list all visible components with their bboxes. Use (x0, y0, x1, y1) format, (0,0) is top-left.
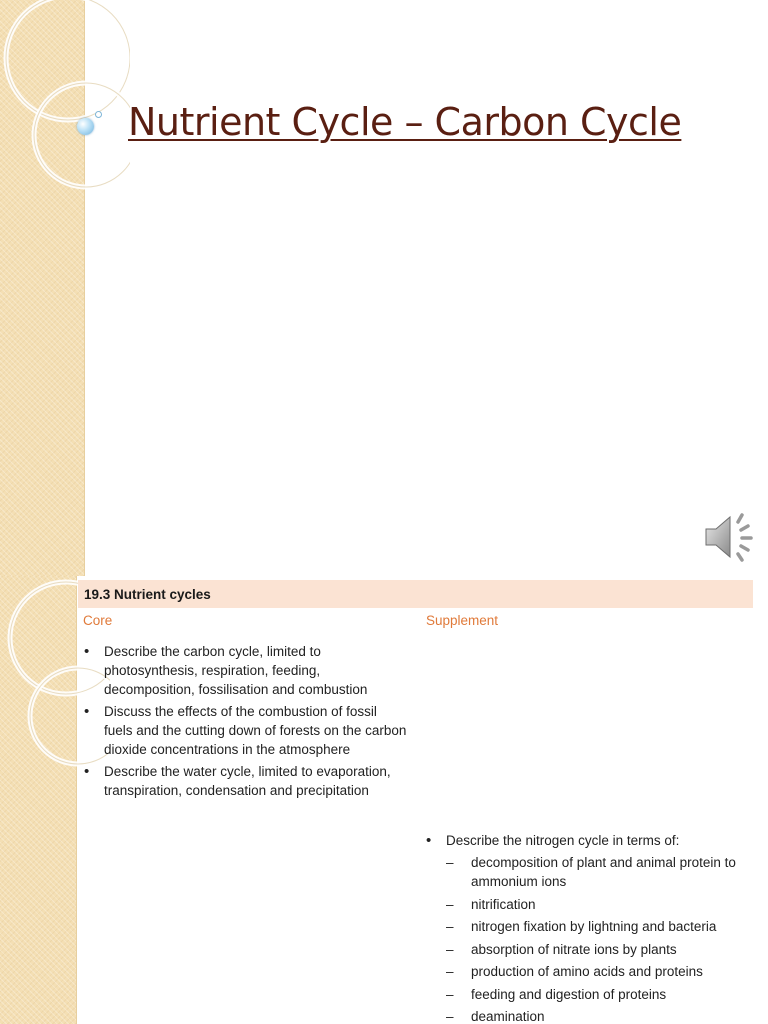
circle-dot-icon (95, 111, 102, 118)
supplement-heading: Supplement (426, 613, 499, 628)
speaker-sound-icon[interactable] (700, 510, 756, 564)
syllabus-slide (0, 576, 768, 1024)
circle-dot-icon (77, 118, 94, 135)
list-item: – feeding and digestion of proteins (446, 985, 753, 1004)
core-list (78, 642, 408, 803)
core-heading: Core (83, 613, 113, 628)
list-item: – absorption of nitrate ions by plants (446, 940, 753, 959)
page-title: Nutrient Cycle – Carbon Cycle (128, 100, 682, 144)
list-item: – deamination (446, 1007, 753, 1024)
syllabus-table (78, 580, 753, 1024)
list-item (420, 831, 753, 1024)
decorative-rings-icon (0, 0, 130, 260)
list-item: • Describe the water cycle, limited to evaporation, transpiration, condensation and precipitation (78, 762, 408, 800)
list-item: – nitrogen fixation by lightning and bacteria (446, 917, 753, 936)
list-item-label: Describe the nitrogen cycle in terms of: (446, 833, 680, 848)
list-item: – production of amino acids and proteins (446, 962, 753, 981)
list-item: • Describe the carbon cycle, limited to photosynthesis, respiration, feeding, decomposition, fossilisation and combustion (78, 642, 408, 699)
list-item: – decomposition of plant and animal protein to ammonium ions (446, 853, 753, 891)
list-item: – nitrification (446, 895, 753, 914)
supplement-list (420, 831, 753, 1024)
list-item: • Discuss the effects of the combustion of fossil fuels and the cutting down of forests on the carbon dioxide concentrations in the atmosphere (78, 702, 408, 759)
section-header: 19.3 Nutrient cycles (78, 580, 753, 608)
nitrogen-sublist (446, 853, 753, 1024)
